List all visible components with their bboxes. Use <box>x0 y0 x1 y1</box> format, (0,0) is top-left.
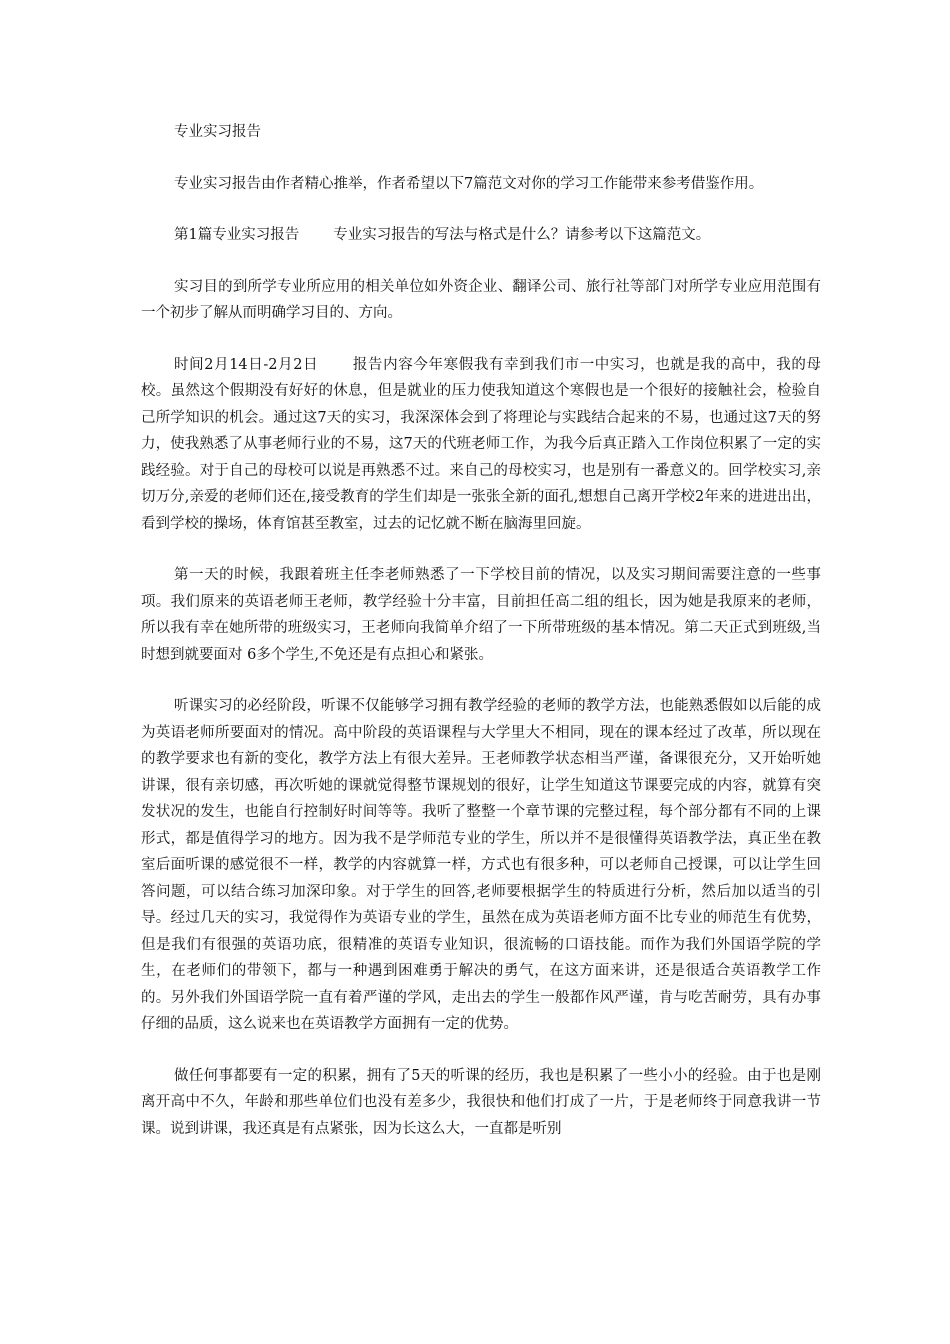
section-lead: 专业实习报告的写法与格式是什么？请参考以下这篇范文。 <box>333 227 711 243</box>
section-heading: 第1篇专业实习报告 <box>174 227 300 243</box>
intro-paragraph: 专业实习报告由作者精心推举，作者希望以下7篇范文对你的学习工作能带来参考借鉴作用。 <box>174 175 764 192</box>
document-body <box>141 119 821 1167</box>
listening-paragraph: 听课实习的必经阶段，听课不仅能够学习拥有教学经验的老师的教学方法，也能熟悉假如以后能的成为英语老师所要面对的情况。高中阶段的英语课程与大学里大不相同，现在的课本经过了改革，所以现在的教学要求也有新的变化，教学方法上有很大差异。王老师教学状态相当严谨，备课很充分，又开始听她讲课，很有亲切感，再次听她的课就觉得整节课规划的很好，让学生知道这节课要完成的内容，就算有突发状况的发生，也能自行控制好时间等等。我听了整整一个章节课的完整过程，每个部分都有不同的上课形式，都是值得学习的地方。因为我不是学师范专业的学生，所以并不是很懂得英语教学法，真正坐在教室后面听课的感觉很不一样，教学的内容就算一样，方式也有很多种，可以老师自己授课，可以让学生回答问题，可以结合练习加深印象。对于学生的回答,老师要根据学生的特质进行分析，然后加以适当的引导。经过几天的实习，我觉得作为英语专业的学生，虽然在成为英语老师方面不比专业的师范生有优势，但是我们有很强的英语功底，很精准的英语专业知识，很流畅的口语技能。而作为我们外国语学院的学生，在老师们的带领下，都与一种遇到困难勇于解决的勇气，在这方面来讲，还是很适合英语教学工作的。另外我们外国语学院一直有着严谨的学风，走出去的学生一般都作风严谨，肯与吃苦耐劳，具有办事仔细的品质，这么说来也在英语教学方面拥有一定的优势。 <box>141 698 821 1032</box>
report-body: 报告内容今年寒假我有幸到我们市一中实习，也就是我的高中，我的母校。虽然这个假期没有好好的休息，但是就业的压力使我知道这个寒假也是一个很好的接触社会，检验自己所学知识的机会。通过这7天的实习，我深深体会到了将理论与实践结合起来的不易，也通过这7天的努力，使我熟悉了从事老师行业的不易，这7天的代班老师工作，为我今后真正踏入工作岗位积累了一定的实践经验。对于自己的母校可以说是再熟悉不过。来自己的母校实习，也是别有一番意义的。回学校实习,亲切万分,亲爱的老师们还在,接受教育的学生们却是一张张全新的面孔,想想自己离开学校2年来的进进出出，看到学校的操场，体育馆甚至教室，过去的记忆就不断在脑海里回旋。 <box>141 356 822 532</box>
purpose-paragraph: 实习目的到所学专业所应用的相关单位如外资企业、翻译公司、旅行社等部门对所学专业应用范围有一个初步了解从而明确学习目的、方向。 <box>141 278 821 321</box>
experience-paragraph: 做任何事都要有一定的积累，拥有了5天的听课的经历，我也是积累了一些小小的经验。由于也是刚离开高中不久，年龄和那些单位们也没有差多少，我很快和他们打成了一片，于是老师终于同意我讲一节课。说到讲课，我还真是有点紧张，因为长这么大，一直都是听别 <box>141 1067 821 1137</box>
report-paragraph <box>141 352 821 538</box>
section-heading-paragraph <box>141 222 821 249</box>
day1-paragraph: 第一天的时候，我跟着班主任李老师熟悉了一下学校目前的情况，以及实习期间需要注意的一些事项。我们原来的英语老师王老师，教学经验十分丰富，目前担任高二组的组长，因为她是我原来的老师，所以我有幸在她所带的班级实习，王老师向我简单介绍了一下所带班级的基本情况。第二天正式到班级,当时想到就要面对 6多个学生,不免还是有点担心和紧张。 <box>141 567 821 663</box>
time-label: 时间2月14日-2月2日 <box>174 356 319 373</box>
document-title: 专业实习报告 <box>174 124 261 140</box>
